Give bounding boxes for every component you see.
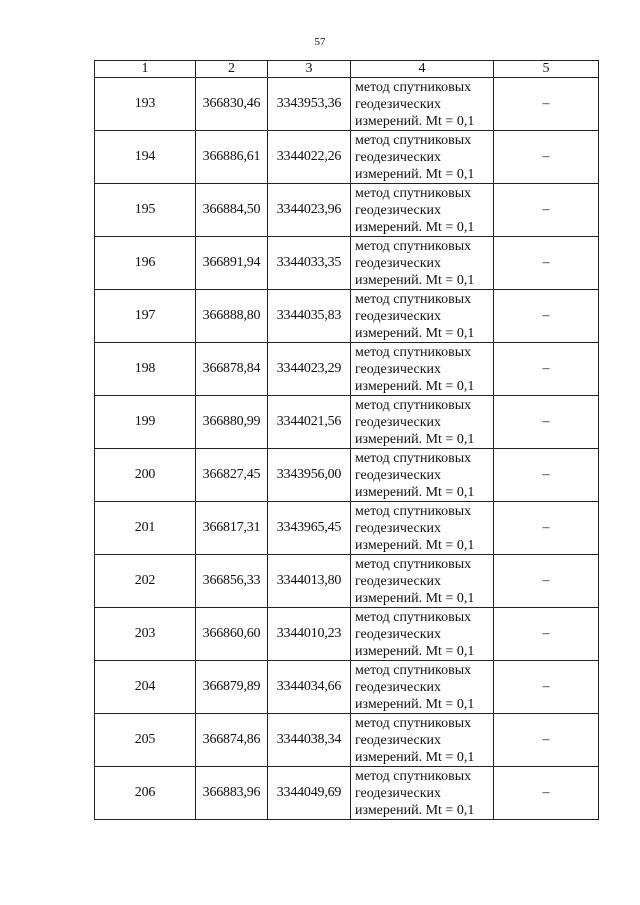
method-line: геодезических <box>355 520 442 536</box>
method-line: измерений. Mt = 0,1 <box>355 696 475 712</box>
table-row <box>95 290 599 343</box>
method-line: измерений. Mt = 0,1 <box>355 484 475 500</box>
table-row <box>95 661 599 714</box>
method-line: метод спутниковых <box>355 185 472 201</box>
table-row <box>95 767 599 820</box>
column-5-cell: – <box>494 608 599 661</box>
column-5-cell: – <box>494 502 599 555</box>
method-cell <box>351 78 494 131</box>
method-line: измерений. Mt = 0,1 <box>355 325 475 341</box>
table-header <box>95 61 599 78</box>
column-5-cell: – <box>494 290 599 343</box>
method-line: измерений. Mt = 0,1 <box>355 431 475 447</box>
x-coordinate-cell: 366883,96 <box>196 767 268 820</box>
method-line: геодезических <box>355 255 442 271</box>
method-line: метод спутниковых <box>355 662 472 678</box>
x-coordinate-cell: 366817,31 <box>196 502 268 555</box>
method-cell <box>351 237 494 290</box>
x-coordinate-cell: 366827,45 <box>196 449 268 502</box>
column-5-cell: – <box>494 661 599 714</box>
method-line: измерений. Mt = 0,1 <box>355 378 475 394</box>
column-5-cell: – <box>494 767 599 820</box>
method-line: измерений. Mt = 0,1 <box>355 749 475 765</box>
column-5-cell: – <box>494 184 599 237</box>
point-number-cell: 201 <box>95 502 196 555</box>
method-line: геодезических <box>355 149 442 165</box>
column-5-cell: – <box>494 237 599 290</box>
point-number-cell: 204 <box>95 661 196 714</box>
table-row <box>95 343 599 396</box>
point-number-cell: 199 <box>95 396 196 449</box>
header-col-3: 3 <box>268 61 351 78</box>
method-line: измерений. Mt = 0,1 <box>355 219 475 235</box>
method-line: геодезических <box>355 202 442 218</box>
point-number-cell: 193 <box>95 78 196 131</box>
method-line: метод спутниковых <box>355 503 472 519</box>
method-line: измерений. Mt = 0,1 <box>355 537 475 553</box>
y-coordinate-cell: 3344022,26 <box>268 131 351 184</box>
method-line: измерений. Mt = 0,1 <box>355 590 475 606</box>
method-line: геодезических <box>355 414 442 430</box>
x-coordinate-cell: 366860,60 <box>196 608 268 661</box>
header-col-5: 5 <box>494 61 599 78</box>
method-cell <box>351 396 494 449</box>
y-coordinate-cell: 3344038,34 <box>268 714 351 767</box>
method-line: метод спутниковых <box>355 132 472 148</box>
point-number-cell: 206 <box>95 767 196 820</box>
header-col-2: 2 <box>196 61 268 78</box>
point-number-cell: 198 <box>95 343 196 396</box>
x-coordinate-cell: 366886,61 <box>196 131 268 184</box>
method-line: метод спутниковых <box>355 609 472 625</box>
point-number-cell: 194 <box>95 131 196 184</box>
x-coordinate-cell: 366856,33 <box>196 555 268 608</box>
header-col-1: 1 <box>95 61 196 78</box>
method-cell <box>351 184 494 237</box>
method-line: метод спутниковых <box>355 291 472 307</box>
method-line: метод спутниковых <box>355 344 472 360</box>
table-row <box>95 237 599 290</box>
column-5-cell: – <box>494 555 599 608</box>
y-coordinate-cell: 3344035,83 <box>268 290 351 343</box>
y-coordinate-cell: 3344010,23 <box>268 608 351 661</box>
y-coordinate-cell: 3343965,45 <box>268 502 351 555</box>
point-number-cell: 196 <box>95 237 196 290</box>
method-line: измерений. Mt = 0,1 <box>355 802 475 818</box>
method-line: геодезических <box>355 467 442 483</box>
method-cell <box>351 290 494 343</box>
column-5-cell: – <box>494 449 599 502</box>
y-coordinate-cell: 3344033,35 <box>268 237 351 290</box>
column-5-cell: – <box>494 714 599 767</box>
method-line: геодезических <box>355 308 442 324</box>
table-row <box>95 608 599 661</box>
method-cell <box>351 714 494 767</box>
method-line: геодезических <box>355 785 442 801</box>
method-line: измерений. Mt = 0,1 <box>355 113 475 129</box>
method-cell <box>351 608 494 661</box>
table-row <box>95 449 599 502</box>
y-coordinate-cell: 3344034,66 <box>268 661 351 714</box>
column-5-cell: – <box>494 78 599 131</box>
point-number-cell: 205 <box>95 714 196 767</box>
method-cell <box>351 502 494 555</box>
method-line: измерений. Mt = 0,1 <box>355 272 475 288</box>
point-number-cell: 197 <box>95 290 196 343</box>
column-5-cell: – <box>494 396 599 449</box>
column-5-cell: – <box>494 343 599 396</box>
point-number-cell: 200 <box>95 449 196 502</box>
table-row <box>95 396 599 449</box>
y-coordinate-cell: 3344023,29 <box>268 343 351 396</box>
y-coordinate-cell: 3344023,96 <box>268 184 351 237</box>
coordinates-table <box>94 60 599 820</box>
method-line: геодезических <box>355 96 442 112</box>
x-coordinate-cell: 366874,86 <box>196 714 268 767</box>
method-line: метод спутниковых <box>355 556 472 572</box>
header-row <box>95 61 599 78</box>
column-5-cell: – <box>494 131 599 184</box>
method-line: геодезических <box>355 573 442 589</box>
method-cell <box>351 767 494 820</box>
point-number-cell: 203 <box>95 608 196 661</box>
method-cell <box>351 449 494 502</box>
page-number: 57 <box>314 36 326 48</box>
point-number-cell: 202 <box>95 555 196 608</box>
method-line: измерений. Mt = 0,1 <box>355 643 475 659</box>
method-line: метод спутниковых <box>355 397 472 413</box>
method-cell <box>351 555 494 608</box>
x-coordinate-cell: 366878,84 <box>196 343 268 396</box>
table-row <box>95 184 599 237</box>
table-row <box>95 714 599 767</box>
x-coordinate-cell: 366830,46 <box>196 78 268 131</box>
table-row <box>95 502 599 555</box>
y-coordinate-cell: 3344049,69 <box>268 767 351 820</box>
y-coordinate-cell: 3344013,80 <box>268 555 351 608</box>
point-number-cell: 195 <box>95 184 196 237</box>
y-coordinate-cell: 3343956,00 <box>268 449 351 502</box>
table-row <box>95 78 599 131</box>
method-line: измерений. Mt = 0,1 <box>355 166 475 182</box>
table-row <box>95 131 599 184</box>
method-cell <box>351 343 494 396</box>
method-cell <box>351 131 494 184</box>
x-coordinate-cell: 366884,50 <box>196 184 268 237</box>
method-line: метод спутниковых <box>355 450 472 466</box>
header-col-4: 4 <box>351 61 494 78</box>
method-line: метод спутниковых <box>355 768 472 784</box>
method-line: метод спутниковых <box>355 79 472 95</box>
x-coordinate-cell: 366891,94 <box>196 237 268 290</box>
x-coordinate-cell: 366888,80 <box>196 290 268 343</box>
method-line: геодезических <box>355 626 442 642</box>
method-cell <box>351 661 494 714</box>
x-coordinate-cell: 366880,99 <box>196 396 268 449</box>
y-coordinate-cell: 3343953,36 <box>268 78 351 131</box>
y-coordinate-cell: 3344021,56 <box>268 396 351 449</box>
table-body <box>95 78 599 820</box>
method-line: геодезических <box>355 732 442 748</box>
table-row <box>95 555 599 608</box>
x-coordinate-cell: 366879,89 <box>196 661 268 714</box>
method-line: метод спутниковых <box>355 715 472 731</box>
method-line: метод спутниковых <box>355 238 472 254</box>
method-line: геодезических <box>355 679 442 695</box>
method-line: геодезических <box>355 361 442 377</box>
